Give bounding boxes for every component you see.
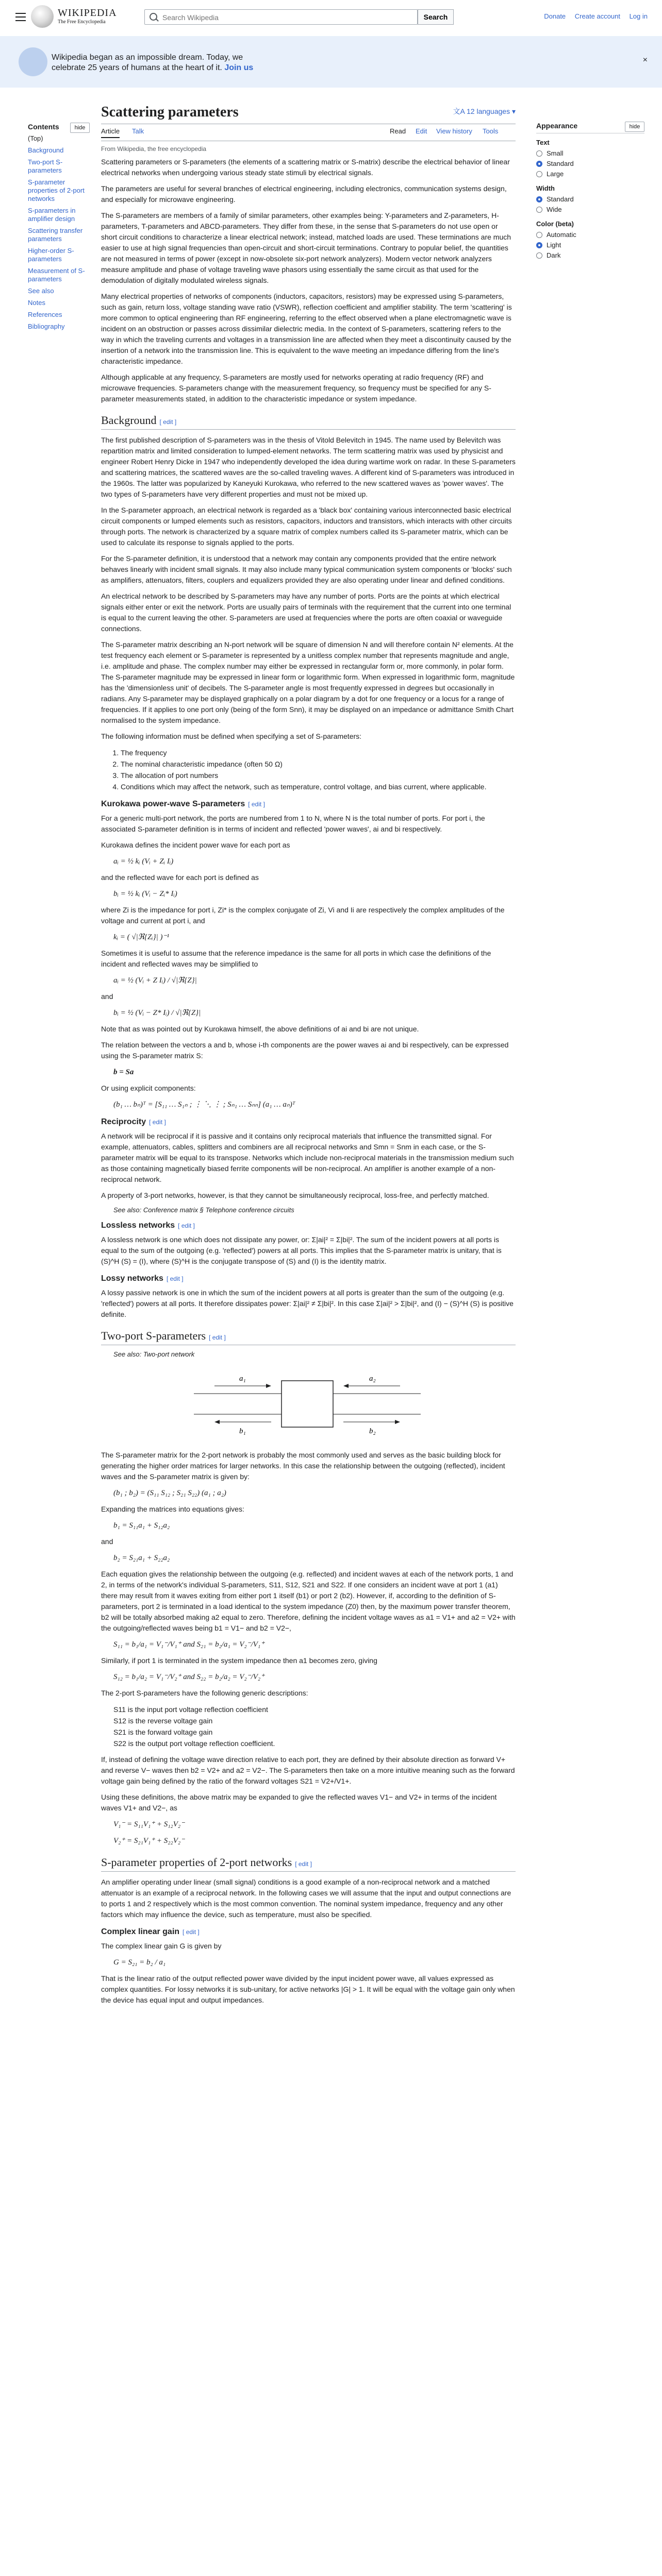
edit-section-link[interactable]: [ edit ] bbox=[183, 1928, 200, 1936]
equation: (b₁ … bₙ)ᵀ = [S₁₁ … S₁ₙ ; ⋮ ⋱ ⋮ ; Sₙ₁ … Sₙₙ] (a₁ … aₙ)ᵀ bbox=[113, 1100, 295, 1109]
edit-section-link[interactable]: [ edit ] bbox=[159, 418, 177, 426]
text-size-large-radio[interactable]: Large bbox=[536, 169, 644, 179]
text-size-label: Text bbox=[536, 139, 550, 146]
banner-text-line-2: celebrate 25 years of humans at the heart of it. bbox=[52, 63, 222, 72]
label-a2: a₂ bbox=[369, 1375, 376, 1383]
description-list bbox=[113, 1704, 516, 1749]
heading-text: Kurokawa power-wave S-parameters bbox=[101, 800, 245, 808]
paragraph: Or using explicit components: bbox=[101, 1084, 196, 1092]
tab-read[interactable]: Read bbox=[390, 127, 406, 135]
donate-link[interactable]: Donate bbox=[544, 12, 566, 20]
heading-text: Two-port S-parameters bbox=[101, 1329, 206, 1342]
tab-talk[interactable]: Talk bbox=[132, 127, 144, 135]
search-input[interactable] bbox=[161, 12, 370, 23]
personal-tools bbox=[537, 12, 648, 20]
wordmark-title: WIKIPEDIA bbox=[58, 7, 117, 19]
section-heading-two-port bbox=[101, 1329, 516, 1345]
text-size-standard-radio[interactable]: Standard bbox=[536, 159, 644, 169]
edit-section-link[interactable]: [ edit ] bbox=[166, 1275, 184, 1282]
close-icon[interactable]: × bbox=[642, 56, 648, 64]
appearance-panel bbox=[536, 122, 644, 261]
wordmark[interactable] bbox=[58, 7, 117, 25]
b2-arrowhead bbox=[395, 1420, 400, 1424]
edit-section-link[interactable]: [ edit ] bbox=[295, 1860, 312, 1868]
list-item: 3. The allocation of port numbers bbox=[121, 770, 516, 781]
wordmark-tagline: The Free Encyclopedia bbox=[58, 19, 106, 25]
toc-item[interactable]: Bibliography bbox=[28, 323, 65, 330]
main-menu-icon[interactable] bbox=[14, 10, 27, 23]
toc-item[interactable]: S-parameters in amplifier design bbox=[28, 207, 76, 223]
equation: kᵢ = ( √|ℜ{Zᵢ}| )⁻¹ bbox=[113, 933, 169, 941]
equation: G = S₂₁ = b₂ / a₁ bbox=[113, 1958, 166, 1967]
paragraph: An amplifier operating under linear (small signal) conditions is a good example of a non-reciprocal network and a matched attenuator is an example of a reciprocal network. In the following cases we will assume that the input and output connections are to ports 1 and 2 respectively which is the most common convention. The nominal system impedance, frequency and any other factors which may influence the device, such as temperature, must also be specified. bbox=[101, 1878, 511, 1919]
appearance-hide-button[interactable]: hide bbox=[625, 122, 644, 132]
tools-menu[interactable]: Tools bbox=[483, 127, 499, 135]
equation: S₁₁ = b₁/a₁ = V₁⁻/V₁⁺ and S₂₁ = b₂/a₁ = V₂⁻/V₁⁺ bbox=[113, 1640, 265, 1649]
color-light-radio[interactable]: Light bbox=[536, 240, 644, 250]
paragraph: Note that as was pointed out by Kurokawa himself, the above definitions of ai and bi are not unique. bbox=[101, 1025, 419, 1033]
toc-item[interactable]: Two-port S-parameters bbox=[28, 158, 63, 174]
paragraph: and the reflected wave for each port is defined as bbox=[101, 873, 259, 882]
banner-join-link[interactable]: Join us bbox=[224, 63, 254, 72]
heading-text: Complex linear gain bbox=[101, 1927, 180, 1936]
equation: bᵢ = ½ kᵢ (Vᵢ − Zᵢ* Iᵢ) bbox=[113, 890, 177, 898]
heading-text: S-parameter properties of 2-port networks bbox=[101, 1856, 292, 1869]
see-also-note[interactable]: See also: Two-port network bbox=[113, 1350, 195, 1358]
create-account-link[interactable]: Create account bbox=[574, 12, 620, 20]
label-b1: b₁ bbox=[239, 1427, 246, 1435]
list-item: S12 is the reverse voltage gain bbox=[113, 1717, 213, 1725]
equation: b₂ = S₂₁a₁ + S₂₂a₂ bbox=[113, 1554, 170, 1562]
equation: aᵢ = ½ (Vᵢ + Z Iᵢ) / √|ℜ{Z}| bbox=[113, 976, 197, 985]
paragraph: The 2-port S-parameters have the following generic descriptions: bbox=[101, 1689, 308, 1697]
network-box bbox=[282, 1381, 333, 1427]
paragraph: Similarly, if port 1 is terminated in the system impedance then a1 becomes zero, giving bbox=[101, 1656, 377, 1665]
paragraph: If, instead of defining the voltage wave direction relative to each port, they are defined by their absolute direction as forward V+ and reverse V− waves then b2 = V2+ and a2 = V2−. The S-parameters then take on a more intuitive meaning such as the forward voltage gain being defined by the ratio of the forward voltages S21 = V2+/V1+. bbox=[101, 1755, 515, 1785]
toc-item[interactable]: See also bbox=[28, 287, 54, 295]
search-button[interactable]: Search bbox=[418, 9, 454, 25]
paragraph: In the S-parameter approach, an electrical network is regarded as a 'black box' containing various interconnected basic electrical circuit components or lumped elements such as resistors, capacitors, inductors and transistors, which interacts with other circuits through ports. The network is characterized by a square matrix of complex numbers called its S-parameter matrix, which can be used to calculate its response to signals applied to the ports. bbox=[101, 506, 512, 547]
translate-icon: 文A bbox=[453, 107, 467, 115]
banner-text bbox=[52, 53, 253, 73]
paragraph: The S-parameter matrix describing an N-port network will be square of dimension N and will therefore contain N² elements. At the test frequency each element or S-parameter is represented by a unitless complex number that represents magnitude and angle, i.e. amplitude and phase. The complex number may either be expressed in rectangular form or, more commonly, in polar form. The S-parameter magnitude may be expressed in linear form or logarithmic form. When expressed in logarithmic form, magnitude has the 'dimensionless unit' of decibels. The S-parameter angle is most frequently expressed in degrees but occasionally in radians. Any S-parameter may be displayed graphically on a polar diagram by a dot for one frequency or a locus for a range of frequencies. If it applies to one port only (being of the form Snn), it may be displayed on an impedance or admittance Smith Chart normalised to the system impedance. bbox=[101, 640, 515, 724]
toc-item[interactable]: (Top) bbox=[28, 134, 43, 142]
fundraising-banner bbox=[0, 36, 662, 88]
equation: V₁⁻ = S₁₁V₁⁺ + S₁₂V₂⁻ bbox=[113, 1820, 185, 1828]
equation: V₂⁺ = S₂₁V₁⁺ + S₂₂V₂⁻ bbox=[113, 1837, 185, 1845]
equation: b = Sa bbox=[113, 1068, 134, 1076]
equation: b₁ = S₁₁a₁ + S₁₂a₂ bbox=[113, 1521, 170, 1530]
section-heading-gain bbox=[101, 1927, 516, 1937]
a2-arrowhead bbox=[343, 1384, 349, 1388]
label-b2: b₂ bbox=[369, 1427, 376, 1435]
paragraph: The relation between the vectors a and b, whose i-th components are the power waves ai and bi respectively, can be expressed using the S-parameter matrix S: bbox=[101, 1041, 509, 1060]
page-tabs bbox=[101, 124, 516, 138]
section-heading-kurokawa bbox=[101, 800, 516, 809]
paragraph: The S-parameter matrix for the 2-port network is probably the most commonly used and serves as the basic building block for generating the higher order matrices for larger networks. In this case the relationship between the outgoing (reflected), incident waves and the S-parameter matrix is given by: bbox=[101, 1451, 505, 1481]
tab-article[interactable]: Article bbox=[101, 127, 120, 138]
article-content bbox=[101, 103, 516, 2011]
toc-item[interactable]: Background bbox=[28, 146, 64, 154]
paragraph: Kurokawa defines the incident power wave for each port as bbox=[101, 841, 290, 849]
login-link[interactable]: Log in bbox=[629, 12, 648, 20]
color-label: Color (beta) bbox=[536, 220, 574, 228]
wikipedia-logo-icon[interactable] bbox=[31, 5, 54, 28]
color-dark-radio[interactable]: Dark bbox=[536, 250, 644, 261]
paragraph: The parameters are useful for several branches of electrical engineering, including electronics, communication systems design, and especially for microwave engineering. bbox=[101, 184, 507, 204]
paragraph: The first published description of S-parameters was in the thesis of Vitold Belevitch in 1945. The name used by Belevitch was repartition matrix and limited consideration to lumped-element networks. The term scattering matrix was used by physicist and engineer Robert Henry Dicke in 1947 who independently developed the idea during wartime work on radar. In these S-parameters and scattering matrices, the scattered waves are the so-called traveling waves. A different kind of S-parameters was introduced in the 1960s. The latter was popularized by Kaneyuki Kurokawa, who referred to the new scattered waves as 'power waves'. The two types of S-parameters have very different properties and must not be mixed up. bbox=[101, 436, 516, 498]
heading-text: Background bbox=[101, 414, 157, 427]
color-automatic-radio[interactable]: Automatic bbox=[536, 230, 644, 240]
width-standard-radio[interactable]: Standard bbox=[536, 194, 644, 205]
paragraph: Although applicable at any frequency, S-parameters are mostly used for networks operating at radio frequency (RF) and microwave frequencies. S-parameters change with the measurement frequency, so frequency must be specified for any S-parameter measurements stated, in addition to the characteristic impedance or system impedance. bbox=[101, 373, 491, 403]
list-item: S11 is the input port voltage reflection coefficient bbox=[113, 1705, 268, 1714]
equation: (b₁ ; b₂) = (S₁₁ S₁₂ ; S₂₁ S₂₂) (a₁ ; a₂) bbox=[113, 1489, 226, 1497]
paragraph: A lossless network is one which does not dissipate any power, or: Σ|ai|² = Σ|bi|². The sum of the incident powers at all ports is equal to the sum of the outgoing (e.g. 'reflected') powers at all ports. This implies that the S-parameter matrix is unitary, that is (S)^H (S) = (I), where (S)^H is the conjugate transpose of (S) and (I) is the identity matrix. bbox=[101, 1235, 502, 1265]
paragraph: For a generic multi-port network, the ports are numbered from 1 to N, where N is the total number of ports. For port i, the associated S-parameter definition is in terms of incident and reflected 'power waves', ai and bi respectively. bbox=[101, 814, 485, 833]
width-wide-radio[interactable]: Wide bbox=[536, 205, 644, 215]
paragraph: For the S-parameter definition, it is understood that a network may contain any components provided that the entire network behaves linearly with incident small signals. It may also include many typical communication system components or 'blocks' such as amplifiers, attenuators, filters, couplers and equalizers provided they are also operating under linear and defined conditions. bbox=[101, 554, 512, 584]
toc-item[interactable]: Scattering transfer parameters bbox=[28, 227, 83, 243]
table-of-contents bbox=[28, 123, 90, 334]
chevron-down-icon: ▾ bbox=[510, 107, 516, 115]
paragraph: and bbox=[101, 992, 113, 1001]
toc-item[interactable]: References bbox=[28, 311, 62, 318]
equation: bᵢ = ½ (Vᵢ − Z* Iᵢ) / √|ℜ{Z}| bbox=[113, 1009, 201, 1017]
paragraph: A lossy passive network is one in which the sum of the incident powers at all ports is greater than the sum of the outgoing (e.g. 'reflected') powers at all ports. It therefore dissipates power: Σ|ai|² ≠ Σ|bi|². In this case Σ|ai|² > Σ|bi|², and (I) − (S)^H (S) is positive definite. bbox=[101, 1289, 514, 1318]
site-header bbox=[0, 0, 662, 36]
paragraph: Sometimes it is useful to assume that the reference impedance is the same for all ports in which case the definitions of the incident and reflected waves may be simplified to bbox=[101, 949, 491, 968]
toc-item[interactable]: Notes bbox=[28, 299, 45, 307]
paragraph: Expanding the matrices into equations gives: bbox=[101, 1505, 244, 1513]
a1-arrowhead bbox=[266, 1384, 271, 1388]
text-size-small-radio[interactable]: Small bbox=[536, 148, 644, 159]
width-label: Width bbox=[536, 184, 555, 192]
heading-text: Lossless networks bbox=[101, 1221, 175, 1230]
paragraph: A network will be reciprocal if it is passive and it contains only reciprocal materials that influence the transmitted signal. For example, attenuators, cables, splitters and combiners are all reciprocal networks and Smn = Snm in each case, or the S-parameter matrix will be equal to its transpose. Networks which include non-reciprocal materials in the transmission medium such as those containing magnetically biased ferrite components will be non-reciprocal. An amplifier is another example of a non-reciprocal network. bbox=[101, 1132, 514, 1183]
appearance-heading: Appearance bbox=[536, 122, 644, 133]
paragraph: The following information must be defined when specifying a set of S-parameters: bbox=[101, 732, 362, 740]
label-a1: a₁ bbox=[239, 1375, 246, 1383]
edit-section-link[interactable]: [ edit ] bbox=[149, 1118, 166, 1126]
page-title: Scattering parameters bbox=[101, 104, 239, 120]
list-item: S22 is the output port voltage reflection coefficient. bbox=[113, 1739, 275, 1748]
see-also-note[interactable]: See also: Conference matrix § Telephone conference circuits bbox=[113, 1206, 294, 1214]
paragraph: Each equation gives the relationship between the outgoing (e.g. reflected) and incident waves at each of the network ports, 1 and 2, in terms of the network's individual S-parameters, S11, S12, S21 and S22. If one considers an incident wave at port 1 (a1) there may result from it waves exiting from either port 1 itself (b1) or port 2 (b2). However, if, according to the definition of S-parameters, port 2 is terminated in a load identical to the system impedance (Z0) then, by the maximum power transfer theorem, b2 will be totally absorbed making a2 equal to zero. Therefore, defining the incident voltage waves as a1 = V1+ and a2 = V2+ with the outgoing/reflected waves being b1 = V1− and b2 = V2−, bbox=[101, 1570, 516, 1632]
paragraph: Many electrical properties of networks of components (inductors, capacitors, resistors) may be expressed using S-parameters, such as gain, return loss, voltage standing wave ratio (VSWR), reflection coefficient and amplifier stability. The term 'scattering' is more common to optical engineering than RF engineering, referring to the effect observed when a plane electromagnetic wave is incident on an obstruction or passes across dissimilar dielectric media. In the context of S-parameters, scattering refers to the way in which the traveling currents and voltages in a transmission line are affected when they meet a discontinuity caused by the insertion of a network into the transmission line. This is equivalent to the wave meeting an impedance differing from the line's characteristic impedance. bbox=[101, 292, 512, 365]
two-port-diagram-svg bbox=[101, 1365, 516, 1443]
toc-hide-button[interactable]: hide bbox=[70, 123, 90, 133]
language-button[interactable] bbox=[453, 106, 516, 116]
section-heading-lossy bbox=[101, 1274, 516, 1283]
section-heading-background bbox=[101, 414, 516, 430]
edit-section-link[interactable]: [ edit ] bbox=[209, 1334, 226, 1341]
paragraph: The S-parameters are members of a family of similar parameters, other examples being: Y-parameters and Z-parameters, H-parameters, T-parameters and ABCD-parameters. They differ from these, in the sense that S-parameters do not use open or short circuit conditions to characterize a linear electrical network; instead, matched loads are used. These terminations are much easier to use at high signal frequencies than open-circuit and short-circuit terminations. Contrary to popular belief, the quantities are not measured in terms of power (except in now-obsolete six-port network analyzers). Modern vector network analyzers measure amplitude and phase of voltage traveling wave phasors using essentially the same circuit as that used for the demodulation of digitally modulated wireless signals. bbox=[101, 211, 511, 284]
heading-text: Reciprocity bbox=[101, 1117, 146, 1126]
tab-edit[interactable]: Edit bbox=[416, 127, 427, 135]
section-heading-properties bbox=[101, 1856, 516, 1872]
language-count: 12 languages bbox=[467, 107, 510, 115]
paragraph: The complex linear gain G is given by bbox=[101, 1942, 222, 1950]
section-heading-lossless bbox=[101, 1221, 516, 1230]
lead-paragraph: Scattering parameters or S-parameters (the elements of a scattering matrix or S-matrix) describe the electrical behavior of linear electrical networks when undergoing various steady state stimuli by electrical signals. bbox=[101, 158, 510, 177]
equation: S₁₂ = b₁/a₂ = V₁⁻/V₂⁺ and S₂₂ = b₂/a₂ = V₂⁻/V₂⁺ bbox=[113, 1673, 265, 1681]
paragraph: Using these definitions, the above matrix may be expanded to give the reflected waves V1− and V2+ in terms of the incident waves V1+ and V2−, as bbox=[101, 1793, 497, 1812]
list-item: 1. The frequency bbox=[121, 747, 516, 758]
paragraph: where Zi is the impedance for port i, Zi* is the complex conjugate of Zi, Vi and Ii are respectively the complex amplitudes of the voltage and current at port i, and bbox=[101, 906, 505, 925]
toc-item[interactable]: Measurement of S-parameters bbox=[28, 267, 85, 283]
tab-view-history[interactable]: View history bbox=[436, 127, 472, 135]
paragraph: An electrical network to be described by S-parameters may have any number of ports. Ports are the points at which electrical signals either enter or exit the network. Ports are usually pairs of terminals with the requirement that the current into one terminal is equal to the current leaving the other. S-parameters are used at frequencies where the ports are often coaxial or waveguide connections. bbox=[101, 592, 511, 633]
toc-item[interactable]: Higher-order S-parameters bbox=[28, 247, 74, 263]
requirements-list bbox=[113, 747, 516, 792]
heading-text: Lossy networks bbox=[101, 1274, 163, 1283]
list-item: 4. Conditions which may affect the network, such as temperature, control voltage, and bias current, where applicable. bbox=[121, 781, 516, 792]
b1-arrowhead bbox=[214, 1420, 220, 1424]
toc-item[interactable]: S-parameter properties of 2-port networks bbox=[28, 178, 85, 202]
equation: aᵢ = ½ kᵢ (Vᵢ + Zᵢ Iᵢ) bbox=[113, 857, 174, 866]
list-item: S21 is the forward voltage gain bbox=[113, 1728, 213, 1736]
paragraph: A property of 3-port networks, however, is that they cannot be simultaneously reciprocal, loss-free, and perfectly matched. bbox=[101, 1191, 489, 1199]
search-box bbox=[144, 9, 418, 25]
list-item: 2. The nominal characteristic impedance (often 50 Ω) bbox=[121, 758, 516, 770]
edit-section-link[interactable]: [ edit ] bbox=[178, 1222, 195, 1229]
paragraph: That is the linear ratio of the output reflected power wave divided by the input incident power wave, all values expressed as complex quantities. For lossy networks it is sub-unitary, for active networks |G| > 1. It will be equal with the voltage gain only when the device has equal input and output impedances. bbox=[101, 1974, 515, 2004]
banner-text-line-1: Wikipedia began as an impossible dream. Today, we bbox=[52, 53, 243, 62]
tagline: From Wikipedia, the free encyclopedia bbox=[101, 145, 207, 152]
two-port-diagram bbox=[101, 1365, 516, 1443]
section-heading-reciprocity bbox=[101, 1117, 516, 1127]
toc-heading: Contents bbox=[28, 123, 59, 131]
globe-icon bbox=[19, 47, 47, 76]
search-icon bbox=[150, 13, 157, 21]
paragraph: and bbox=[101, 1537, 113, 1546]
edit-section-link[interactable]: [ edit ] bbox=[248, 801, 265, 808]
